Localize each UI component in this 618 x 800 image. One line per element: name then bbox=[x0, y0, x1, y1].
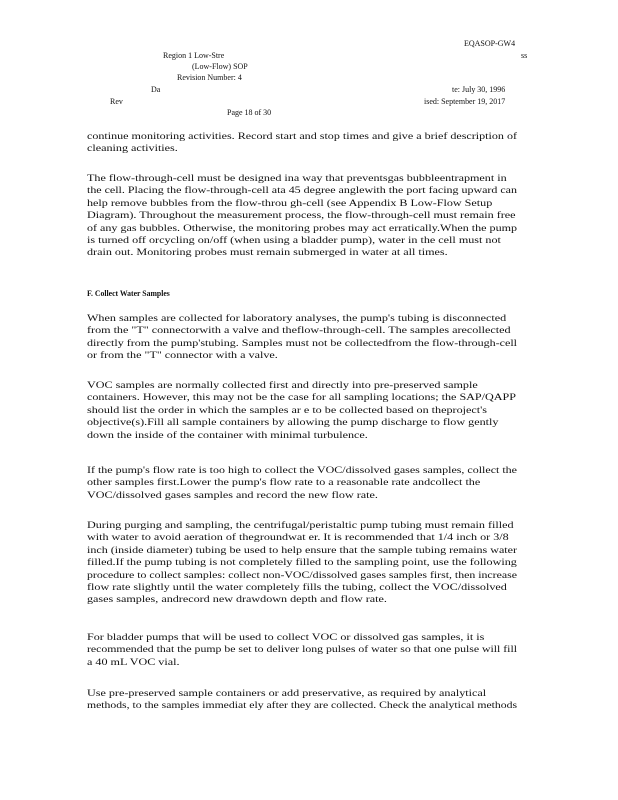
header-date-right: te: July 30, 1996 bbox=[452, 84, 506, 94]
header-revision-number: Revision Number: 4 bbox=[177, 72, 242, 82]
text-line: Use pre-preserved sample containers or add preservative, as required by analytical bbox=[87, 688, 487, 699]
text-line: For bladder pumps that will be used to collect VOC or dissolved gas samples, it is bbox=[87, 632, 485, 643]
section-heading-collect-water-samples: F. Collect Water Samples bbox=[87, 288, 170, 298]
text-line: VOC/dissolved gases samples and record the new flow rate. bbox=[87, 489, 378, 501]
text-line: from the "T" connectorwith a valve and theflow-through-cell. The samples arecollected bbox=[87, 325, 511, 337]
text-line: a 40 mL VOC vial. bbox=[87, 656, 180, 668]
header-lowflow-sop: (Low-Flow) SOP bbox=[192, 61, 248, 71]
text-line: is turned off orcycling on/off (when using a bladder pump), water in the cell must not bbox=[87, 235, 501, 247]
header-revised-right: ised: September 19, 2017 bbox=[424, 96, 506, 106]
text-line: down the inside of the container with minimal turbulence. bbox=[87, 429, 368, 441]
paragraph-purging-sampling bbox=[87, 520, 518, 607]
paragraph-flow-through-cell bbox=[87, 173, 518, 260]
text-line: cleaning activities. bbox=[87, 143, 178, 155]
text-line: continue monitoring activities. Record start and stop times and give a brief description of bbox=[87, 131, 518, 142]
text-line: If the pump's flow rate is too high to collect the VOC/dissolved gases samples, collect the bbox=[87, 465, 518, 476]
text-line: should list the order in which the samples ar e to be collected based on theproject's bbox=[87, 404, 487, 416]
text-line: other samples first.Lower the pump's flow rate to a reasonable rate andcollect the bbox=[87, 477, 481, 489]
header-region: Region 1 Low-Stre bbox=[163, 50, 225, 60]
paragraph-bladder-pumps bbox=[87, 632, 517, 669]
paragraph-samples-collected bbox=[87, 313, 518, 363]
text-line: inch (inside diameter) tubing be used to help ensure that the sample tubing remains water bbox=[87, 544, 518, 556]
header-date-left: Da bbox=[151, 84, 161, 94]
text-line: help remove bubbles from the flow-throu gh-cell (see Appendix B Low-Flow Setup bbox=[87, 197, 493, 209]
text-line: gases samples, andrecord new drawdown depth and flow rate. bbox=[87, 594, 387, 606]
text-line: procedure to collect samples: collect non-VOC/dissolved gases samples first, then increase bbox=[87, 569, 517, 581]
text-line: with water to avoid aeration of thegroundwat er. It is recommended that 1/4 inch or 3/8 bbox=[87, 532, 509, 544]
text-line: objective(s).Fill all sample containers by allowing the pump discharge to flow gently bbox=[87, 417, 499, 429]
paragraph-continue-monitoring bbox=[87, 131, 518, 156]
text-line: The flow-through-cell must be designed ina way that preventsgas bubbleentrapment in bbox=[87, 173, 507, 184]
text-line: flow rate slightly until the water completely fills the tubing, collect the VOC/dissolved bbox=[87, 582, 507, 594]
text-line: or from the "T" connector with a valve. bbox=[87, 350, 278, 362]
text-line: When samples are collected for laboratory analyses, the pump's tubing is disconnected bbox=[87, 313, 507, 324]
text-line: methods, to the samples immediat ely after they are collected. Check the analytical methods bbox=[87, 700, 518, 712]
header-revised-left: Rev bbox=[110, 96, 123, 106]
text-line: of any gas bubbles. Otherwise, the monitoring probes may act erratically.When the pump bbox=[87, 222, 518, 234]
text-line: During purging and sampling, the centrifugal/peristaltic pump tubing must remain filled bbox=[87, 520, 514, 531]
document-id: EQASOP-GW4 bbox=[464, 38, 516, 48]
header-region-suffix: ss bbox=[521, 50, 528, 60]
text-line: containers. However, this may not be the case for all sampling locations; the SAP/QAPP bbox=[87, 392, 516, 404]
paragraph-pre-preserved bbox=[87, 688, 518, 713]
paragraph-flow-rate bbox=[87, 465, 518, 502]
header-page-number: Page 18 of 30 bbox=[227, 107, 272, 117]
text-line: the cell. Placing the flow-through-cell ata 45 degree anglewith the port facing upward can bbox=[87, 185, 518, 197]
text-line: VOC samples are normally collected first and directly into pre-preserved sample bbox=[87, 380, 478, 391]
text-line: recommended that the pump be set to deliver long pulses of water so that one pulse will fill bbox=[87, 644, 517, 656]
text-line: drain out. Monitoring probes must remain submerged in water at all times. bbox=[87, 247, 448, 259]
paragraph-voc-samples bbox=[87, 380, 516, 442]
text-line: Diagram). Throughout the measurement process, the flow-through-cell must remain free bbox=[87, 210, 516, 222]
text-line: directly from the pump'stubing. Samples must not be collectedfrom the flow-through-cell bbox=[87, 337, 518, 349]
text-line: filled.If the pump tubing is not completely filled to the sampling point, use the following bbox=[87, 557, 517, 569]
